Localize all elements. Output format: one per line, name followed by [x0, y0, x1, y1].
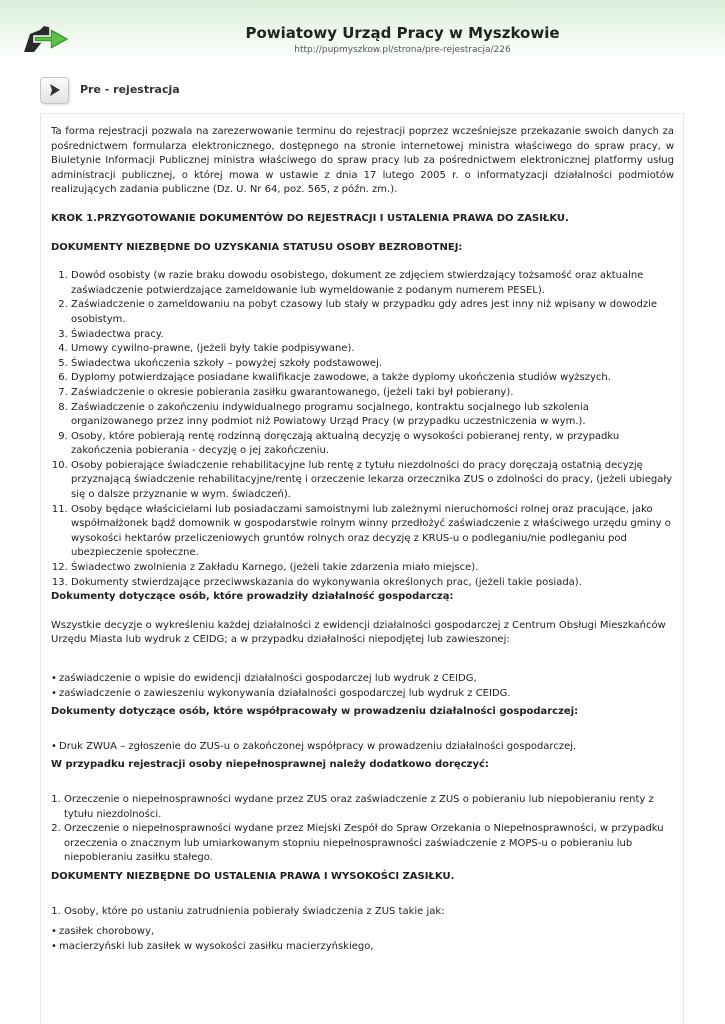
docs-list — [51, 269, 674, 590]
list-item: • Druk ZWUA – zgłoszenie do ZUS-u o zakończonej współpracy w prowadzeniu działalności gospodarczej. — [51, 740, 674, 755]
list-item: 4. Umowy cywilno-prawne, (jeżeli były takie podpisywane). — [71, 342, 674, 357]
list-item: 3. Świadectwa pracy. — [71, 328, 674, 343]
step1-heading: KROK 1.PRZYGOTOWANIE DOKUMENTÓW DO REJESTRACJI I USTALENIA PRAWA DO ZASIŁKU. — [51, 212, 569, 224]
site-header — [0, 0, 725, 60]
list-item: 13. Dokumenty stwierdzające przeciwwskazania do wykonywania określonych prac, (jeżeli takie posiada). — [71, 576, 674, 591]
list-item: 5. Świadectwa ukończenia szkoły – powyżej szkoły podstawowej. — [71, 357, 674, 372]
intro-paragraph: Ta forma rejestracji pozwala na zarezerwowanie terminu do rejestracji poprzez wcześniejsze przekazanie swoich danych za pośrednictwem formularza elektronicznego, dostępnego na stronie internetowej ministra właściwego do spraw pracy, w Biuletynie Informacji Publicznej ministra właściwego do spraw pracy lub za pośrednictwem elektronicznej platformy usług administracji publicznej, o której mowa w ustawie z dnia 17 lutego 2005 r. o informatyzacji działalności podmiotów realizujących zadania publiczne (Dz. U. Nr 64, poz. 565, z późn. zm.). — [51, 126, 674, 196]
list-item: • zaświadczenie o zawieszeniu wykonywania działalności gospodarczej lub wydruk z CEIDG. — [51, 687, 674, 702]
benefit-sublist — [51, 925, 674, 954]
list-item: 8. Zaświadczenie o zakończeniu indywidualnego programu socjalnego, kontraktu socjalnego lub szkolenia organizowanego przez inny podmiot niż Powiatowy Urząd Pracy (w przypadku uczestniczenia w wym.). — [71, 401, 674, 430]
list-item: 2. Zaświadczenie o zameldowaniu na pobyt czasowy lub stały w przypadku gdy adres jest inny niż wpisany w dowodzie osobistym. — [71, 298, 674, 327]
cooperation-heading: Dokumenty dotyczące osób, które współpracowały w prowadzeniu działalności gospodarczej: — [51, 706, 579, 718]
business-heading: Dokumenty dotyczące osób, które prowadziły działalność gospodarczą: — [51, 591, 454, 603]
disabled-heading: W przypadku rejestracji osoby niepełnosprawnej należy dodatkowo doręczyć: — [51, 759, 489, 771]
benefit-list — [51, 905, 674, 920]
list-item: 1. Dowód osobisty (w razie braku dowodu osobistego, dokument ze zdjęciem stwierdzający tożsamość oraz aktualne zaświadczenie potwierdzające zameldowanie lub wymeldowanie z podanym numerem PESEL). — [71, 269, 674, 298]
list-item: 1. Orzeczenie o niepełnosprawności wydane przez ZUS oraz zaświadczenie z ZUS o pobieraniu lub niepobieraniu renty z tytułu niezdolności. — [64, 793, 674, 822]
cooperation-list — [51, 740, 674, 755]
list-item: 9. Osoby, które pobierają rentę rodzinną doręczają aktualną decyzję o wysokości pobieranej renty, w przypadku zakończenia pobierania - decyzję o jej zakończeniu. — [71, 430, 674, 459]
list-item: • zasiłek chorobowy, — [51, 925, 674, 940]
list-item: 6. Dyplomy potwierdzające posiadane kwalifikacje zawodowe, a także dyplomy ukończenia studiów wyższych. — [71, 371, 674, 386]
disabled-list — [51, 793, 674, 866]
business-paragraph: Wszystkie decyzje o wykreśleniu każdej działalności z ewidencji działalności gospodarczej z Centrum Obsługi Mieszkańców Urzędu Miasta lub wydruk z CEIDG; a w przypadku działalności niepodjętej lub zawieszonej: — [51, 619, 666, 646]
list-item: 10. Osoby pobierające świadczenie rehabilitacyjne lub rentę z tytułu niezdolności do pracy doręczają ostatnią decyzję przyznającą świadczenie rehabilitacyjne/rentę i orzeczenie lekarza orzecznika ZUS o zdolności do pracy, (jeżeli ubiegały się o dalsze przyznanie w wym. świadczeń). — [71, 459, 674, 503]
article-content — [40, 113, 684, 1024]
site-title: Powiatowy Urząd Pracy w Myszkowie — [245, 24, 560, 42]
list-item: 12. Świadectwo zwolnienia z Zakładu Karnego, (jeżeli takie zdarzenia miało miejsce). — [71, 561, 674, 576]
benefit-heading: DOKUMENTY NIEZBĘDNE DO USTALENIA PRAWA I WYSOKOŚCI ZASIŁKU. — [51, 870, 455, 882]
list-item: 2. Orzeczenie o niepełnosprawności wydane przez Miejski Zespół do Spraw Orzekania o Niepełnosprawności, w przypadku orzeczenia o znacznym lub umiarkowanym stopniu niepełnosprawności zaświadczenie z MOPS-u o pobieraniu lub niepobieraniu zasiłku stałego. — [64, 822, 674, 866]
business-list — [51, 672, 674, 701]
page-title: Pre - rejestracja — [80, 83, 180, 96]
list-item: 11. Osoby będące właścicielami lub posiadaczami samoistnymi lub zależnymi nieruchomości rolnej oraz pracujące, jako współmałżonek bądź domownik w gospodarstwie rolnym winny przedłożyć zaświadczenie z właściwego urzędu gminy o wysokości hektarów przeliczeniowych gruntów rolnych oraz decyzję z KRUS-u o podleganiu/nie podleganiu pod ubezpieczenie społeczne. — [71, 503, 674, 561]
play-arrow-icon — [49, 84, 60, 96]
list-item: • zaświadczenie o wpisie do ewidencji działalności gospodarczej lub wydruk z CEIDG, — [51, 672, 674, 687]
docs-heading: DOKUMENTY NIEZBĘDNE DO UZYSKANIA STATUSU OSOBY BEZROBOTNEJ: — [51, 241, 463, 253]
site-url[interactable]: http://pupmyszkow.pl/strona/pre-rejestracja/226 — [294, 45, 511, 55]
list-item: • macierzyński lub zasiłek w wysokości zasiłku macierzyńskiego, — [51, 940, 674, 955]
list-item: 7. Zaświadczenie o okresie pobierania zasiłku gwarantowanego, (jeżeli taki był pobierany). — [71, 386, 674, 401]
logo-icon — [22, 22, 76, 56]
page-arrow-button[interactable] — [40, 77, 69, 104]
list-item: 1. Osoby, które po ustaniu zatrudnienia pobierały świadczenia z ZUS takie jak: — [64, 905, 674, 920]
